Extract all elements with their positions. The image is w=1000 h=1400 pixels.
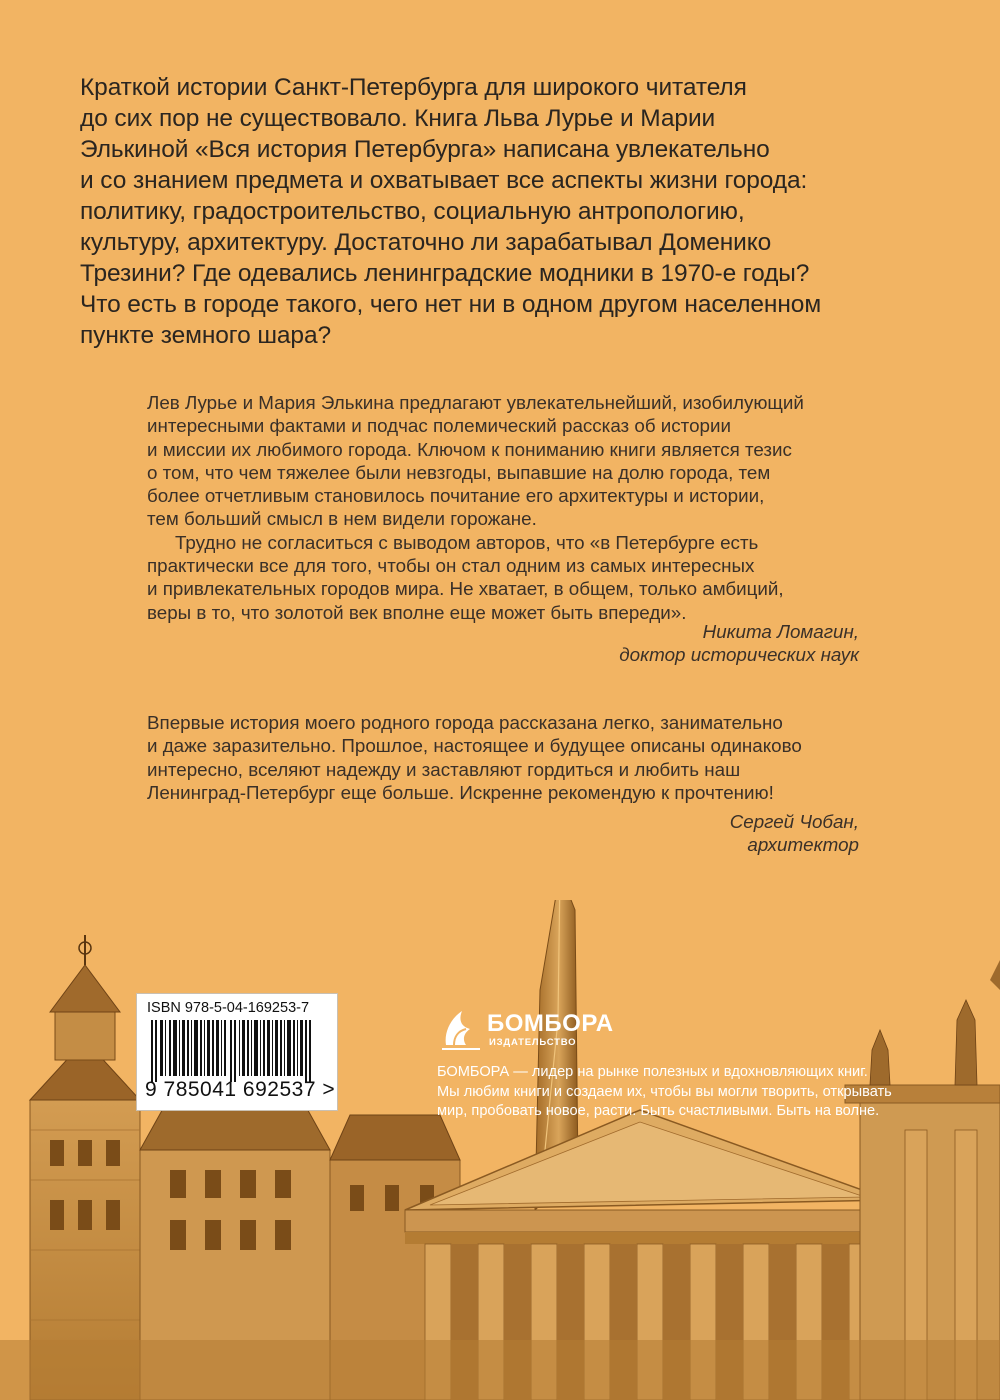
isbn-label: ISBN 978-5-04-169253-7 (147, 1000, 310, 1016)
review-line: и миссии их любимого города. Ключом к пониманию книги является тезис (147, 438, 792, 460)
review-author-role: архитектор (747, 834, 859, 856)
publisher-subtitle: ИЗДАТЕЛЬСТВО (489, 1037, 577, 1048)
barcode-number: 9 785041 692537 > (145, 1078, 336, 1101)
review-line: веры в то, что золотой век вполне еще может быть впереди». (147, 601, 687, 623)
review-line: интересными фактами и подчас полемический рассказ об истории (147, 415, 731, 437)
review-line: и даже заразительно. Прошлое, настоящее и будущее описаны одинаково (147, 735, 802, 757)
review-line: о том, что чем тяжелее были невзгоды, выпавшие на долю города, тем (147, 461, 771, 483)
publisher-line: Мы любим книги и создаем их, чтобы вы могли творить, открывать (437, 1083, 892, 1100)
review-line: тем больший смысл в нем видели горожане. (147, 508, 537, 530)
review-line: практически все для того, чтобы он стал одним из самых интересных (147, 555, 755, 577)
review-lomagin (147, 391, 887, 624)
review-lomagin-signature (619, 620, 859, 667)
isbn-barcode-block (136, 993, 338, 1111)
review-line: интересно, вселяют надежду и заставляют гордиться и любить наш (147, 758, 741, 780)
barcode-icon (151, 1020, 321, 1082)
intro-line: Трезини? Где одевались ленинградские модники в 1970-е годы? (80, 260, 810, 287)
publisher-line: мир, пробовать новое, расти. Быть счастливыми. Быть на волне. (437, 1103, 880, 1119)
publisher-line: БОМБОРА — лидер на рынке полезных и вдохновляющих книг. (437, 1064, 868, 1080)
review-author: Никита Ломагин, (702, 621, 859, 642)
review-line: и привлекательных городов мира. Не хватает, в общем, только амбиций, (147, 578, 784, 600)
publisher-description (437, 1063, 897, 1122)
intro-line: политику, градостроительство, социальную антропологию, (80, 198, 745, 225)
review-author-role: доктор исторических наук (619, 644, 859, 666)
intro-line: Что есть в городе такого, чего нет ни в одном другом населенном (80, 291, 822, 318)
intro-line: Краткой истории Санкт-Петербурга для широкого читателя (80, 74, 747, 101)
intro-line: пункте земного шара? (80, 322, 331, 349)
review-line: Впервые история моего родного города рассказана легко, занимательно (147, 712, 783, 733)
publisher-name: БОМБОРА (487, 1010, 614, 1037)
intro-paragraph (80, 72, 960, 351)
intro-line: Элькиной «Вся история Петербурга» написана увлекательно (80, 136, 770, 163)
intro-line: до сих пор не существовало. Книга Льва Лурье и Марии (80, 105, 716, 132)
review-author: Сергей Чобан, (729, 811, 859, 832)
intro-line: культуру, архитектуру. Достаточно ли зарабатывал Доменико (80, 229, 772, 256)
review-line: более отчетливым становилось почитание его архитектуры и истории, (147, 485, 765, 507)
review-line: Ленинград-Петербург еще больше. Искренне рекомендую к прочтению! (147, 781, 774, 803)
review-line: Трудно не согласиться с выводом авторов, что «в Петербурге есть (175, 531, 759, 553)
review-choban (147, 711, 887, 804)
intro-line: и со знанием предмета и охватывает все аспекты жизни города: (80, 167, 808, 194)
city-skyline-illustration (0, 900, 1000, 1400)
review-choban-signature (730, 810, 859, 857)
review-line: Лев Лурье и Мария Элькина предлагают увлекательнейший, изобилующий (147, 392, 804, 413)
